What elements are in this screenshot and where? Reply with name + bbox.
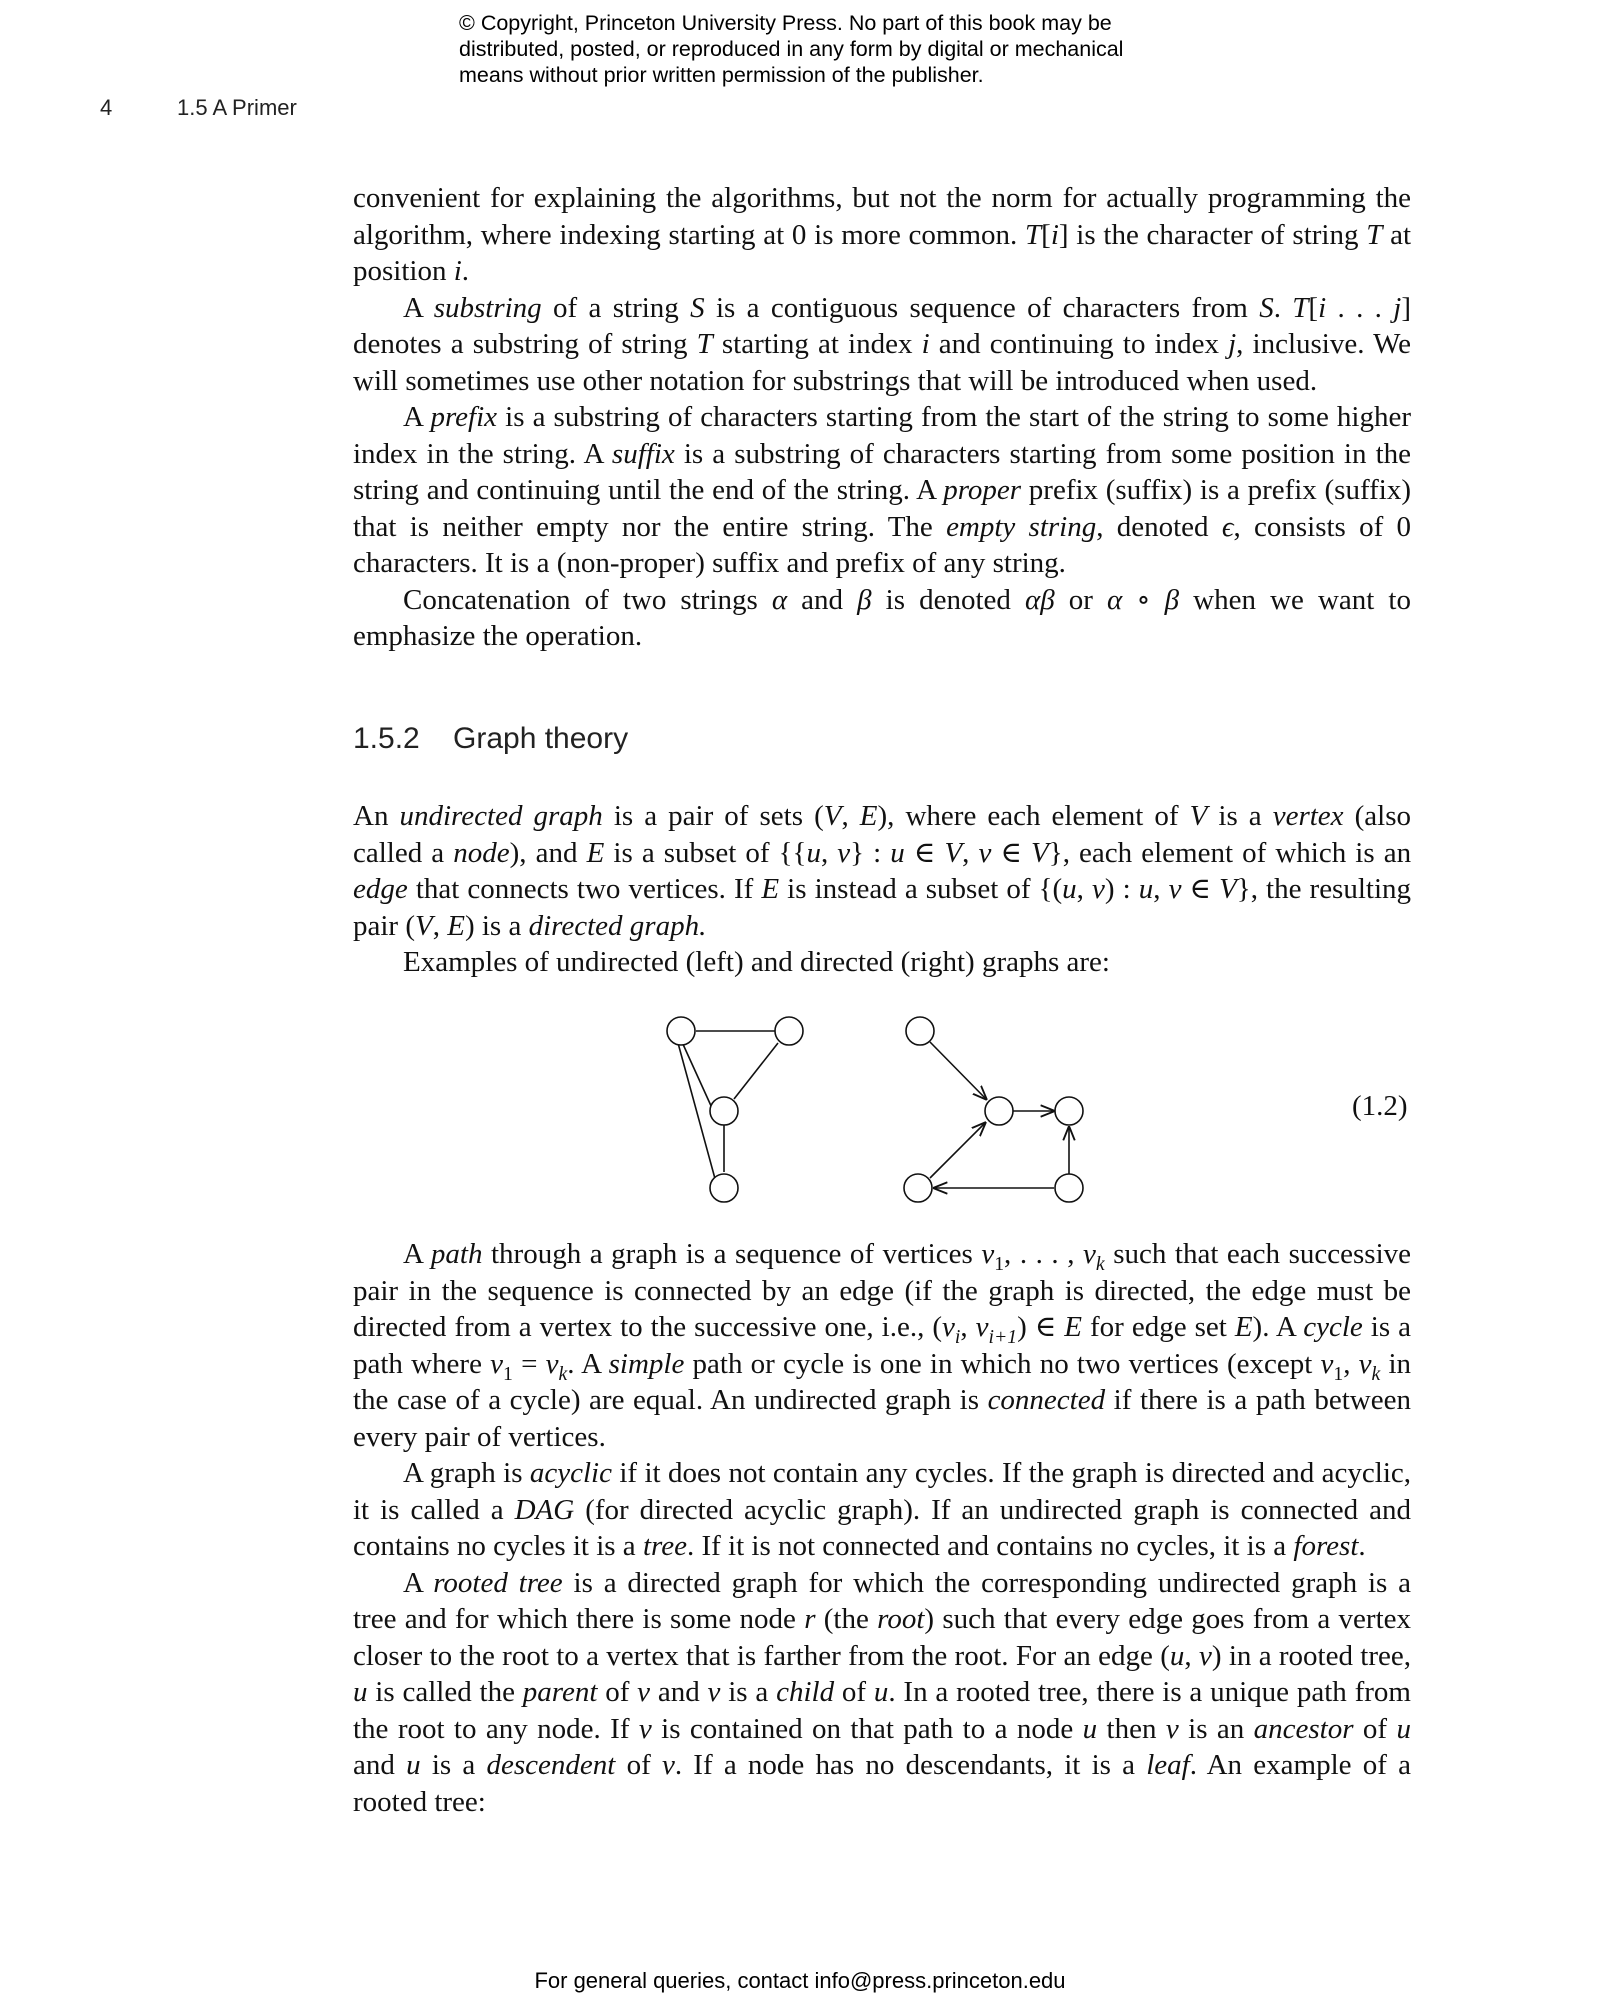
vertex [906,1017,934,1045]
running-head: 1.5 A Primer [177,95,297,120]
vertex [904,1174,932,1202]
paragraph: Examples of undirected (left) and directed (right) graphs are: [403,946,1110,978]
copyright-line: © Copyright, Princeton University Press. No part of this book may be [459,11,1112,35]
text-block-strings [353,180,1411,655]
paragraph: Concatenation of two strings α and β is denoted αβ or α ∘ β when we want to emphasize the operation. [353,583,1411,652]
text-block-graph-definitions [353,798,1411,981]
vertex [1055,1097,1083,1125]
paragraph: A prefix is a substring of characters starting from the start of the string to some higher index in the string. A suffix is a substring of characters starting from some position in the string and continuing until the end of the string. A proper prefix (suffix) is a prefix (suffix) that is neither empty nor the entire string. The empty string, denoted ϵ, consists of 0 characters. It is a (non-proper) suffix and prefix of any string. [353,401,1411,579]
arc [930,1042,987,1100]
section-number: 1.5.2 [353,722,420,755]
directed-graph [904,1017,1083,1202]
vertex [775,1017,803,1045]
arc [930,1122,986,1178]
paragraph: A path through a graph is a sequence of vertices $v_1$, . . . , $v_k$ such that each successive pair in the sequence is connected by an edge (if the graph is directed, the edge must be directed from a vertex to the successive one, i.e., ($v_i$, $v_{i+1}$) ∈ E for edge set E). A cycle is a path where $v_1 = v_k$. A simple path or cycle is one in which no two vertices (except $v_1$, $v_k$ in the case of a cycle) are equal. An undirected graph is connected if there is a path between every pair of vertices. [353,1238,1412,1453]
copyright-line: distributed, posted, or reproduced in any form by digital or mechanical [459,37,1124,61]
paragraph: A substring of a string S is a contiguous sequence of characters from S. T[i . . . j] denotes a substring of string T starting at index i and continuing to index j, inclusive. We will sometimes use other notation for substrings that will be introduced when used. [353,291,1412,397]
section-heading [353,722,628,756]
paragraph: convenient for explaining the algorithms, but not the norm for actually programming the algorithm, where indexing starting at 0 is more common. T[i] is the character of string T at position i. [353,182,1412,287]
copyright-line: means without prior written permission of the publisher. [459,63,984,87]
text-block-paths-trees [353,1236,1411,1820]
paragraph: A rooted tree is a directed graph for which the corresponding undirected graph is a tree and for which there is some node r (the root) such that every edge goes from a vertex closer to the root to a vertex that is farther from the root. For an edge (u, v) in a rooted tree, u is called the parent of v and v is a child of u. In a rooted tree, there is a unique path from the root to any node. If v is contained on that path to a node u then v is an ancestor of u and u is a descendent of v. If a node has no descendants, it is a leaf. An example of a rooted tree: [353,1566,1412,1818]
section-title: Graph theory [453,722,629,755]
paragraph: An undirected graph is a pair of sets (V, E), where each element of V is a vertex (also called a node), and E is a subset of {{u, v} : u ∈ V, v ∈ V}, each element of which is an edge that connects two vertices. If E is instead a subset of {(u, v) : u, v ∈ V}, the resulting pair (V, E) is a directed graph. [353,800,1412,942]
vertex [667,1017,695,1045]
vertex [1055,1174,1083,1202]
page-number: 4 [100,95,113,120]
paragraph: A graph is acyclic if it does not contain any cycles. If the graph is directed and acyclic, it is called a DAG (for directed acyclic graph). If an undirected graph is connected and contains no cycles it is a tree. If it is not connected and contains no cycles, it is a forest. [353,1457,1411,1562]
vertex [710,1174,738,1202]
edge [734,1043,778,1099]
vertex [985,1097,1013,1125]
footer-contact: For general queries, contact info@press.princeton.edu [534,1968,1066,1993]
undirected-graph [667,1017,803,1202]
vertex [710,1097,738,1125]
equation-label: (1.2) [1352,1090,1408,1122]
graph-examples-figure [650,1005,1110,1225]
copyright-notice [459,10,1179,88]
